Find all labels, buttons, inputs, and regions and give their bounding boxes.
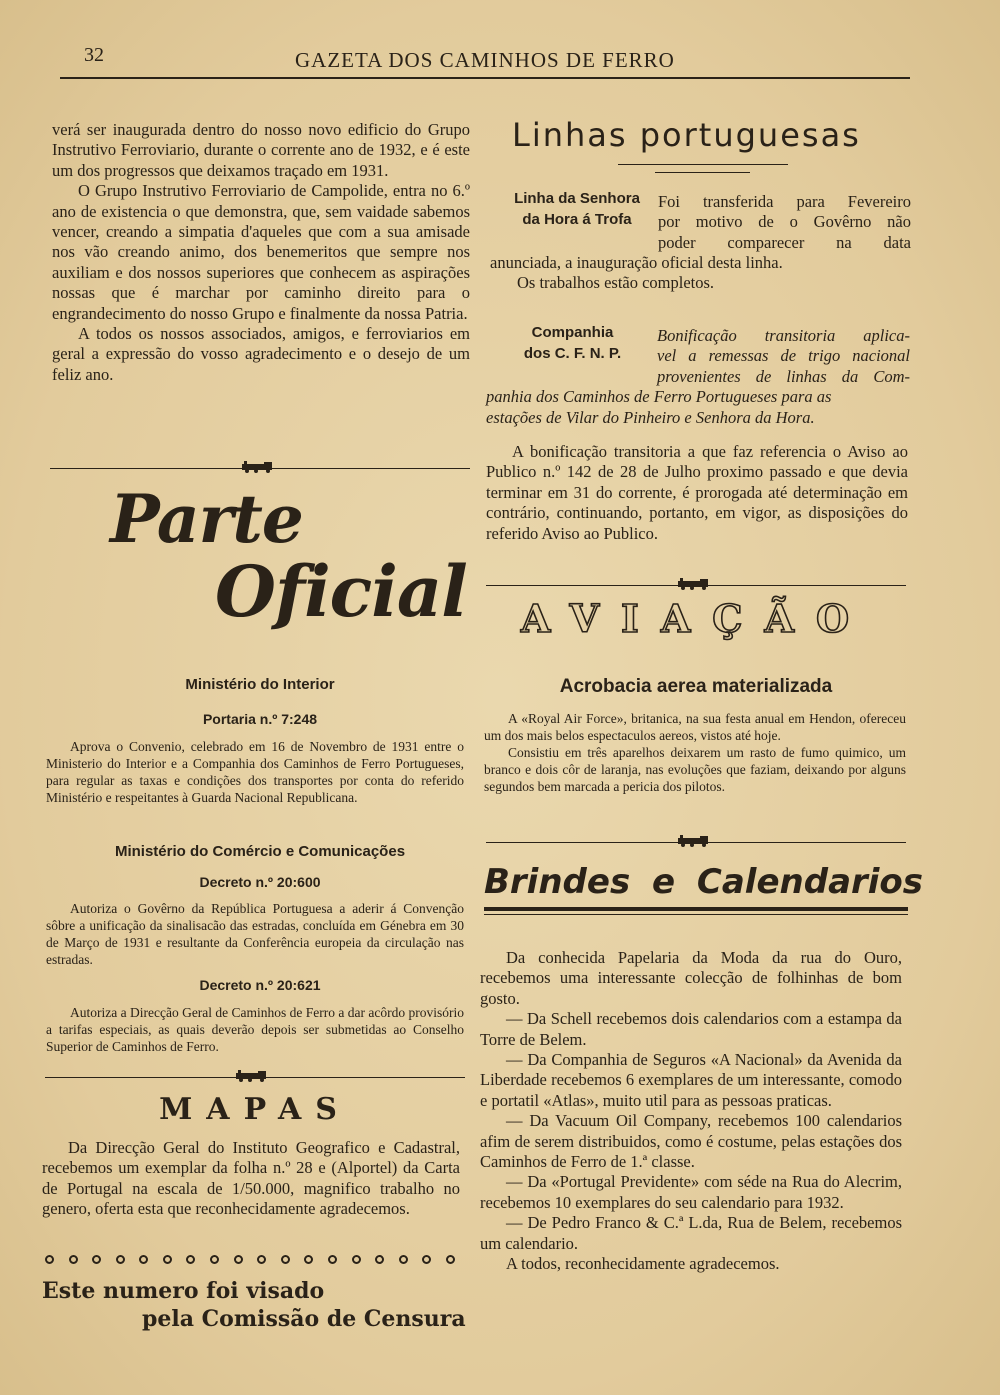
ring-ornament [328, 1255, 337, 1264]
locomotive-icon [238, 461, 278, 473]
portaria-title: Portaria n.º 7:248 [202, 711, 318, 727]
ministerio-interior-heading: Ministério do Interior [185, 676, 335, 693]
mapas-heading: MAPAS [159, 1092, 351, 1127]
decreto-20600-text: Autoriza o Govêrno da República Portuguesa a aderir á Convenção sôbre a unificação da sinalisacão das estradas, concluída em Génebra em 30 de Março de 1931 e resultante da Conferência europeia da circulação nas estradas. [46, 901, 464, 967]
brindes-paragraph: Da conhecida Papelaria da Moda da rua do Ouro, recebemos uma interessante colecção de folhinhas de bom gosto. [480, 948, 902, 1008]
cfnp-italic-line: Bonificação transitoria aplica- [657, 326, 910, 345]
brindes-paragraph: A todos, reconhecidamente agradecemos. [506, 1254, 780, 1274]
intro-paragraph: A todos os nossos associados, amigos, e ferroviarios em geral a expressão do vosso agradecimento e o desejo de um feliz ano. [52, 324, 470, 384]
heading-rule [618, 164, 788, 165]
ring-ornament [92, 1255, 101, 1264]
brindes-paragraph: — Da «Portugal Previdente» com séde na Rua do Alecrim, recebemos 10 exemplares do seu calendario para 1932. [480, 1172, 902, 1212]
cfnp-article [486, 442, 908, 544]
acrobacia-article [484, 710, 906, 795]
intro-paragraph: O Grupo Instrutivo Ferroviario de Campolide, entra no 6.º ano de existencia o que demonstra, que, sem vaidade sabemos vencer, creando a simpatia d'aqueles que com a sua amisade nos vão creando animo, dos benemeritos que sempre nos auxiliam e dos nossos superiores que conhecem as aspirações nossas que é marchar por caminho direito para o engrandecimento do nosso Grupo e finalmente da nossa Patria. [52, 181, 470, 323]
locomotive-icon [674, 578, 714, 590]
header-rule [60, 77, 910, 79]
ring-ornament [304, 1255, 313, 1264]
mapas-article [42, 1138, 460, 1220]
trofa-text-line: Os trabalhos estão completos. [517, 273, 715, 292]
acrobacia-heading: Acrobacia aerea materializada [559, 676, 833, 697]
cfnp-italic-side [657, 326, 910, 387]
linhas-portuguesas-heading: Linhas portuguesas [512, 116, 861, 154]
censura-line-2: pela Comissão de Censura [142, 1306, 466, 1332]
parte-oficial-heading-line1: Parte [110, 480, 303, 558]
decreto-20600-title: Decreto n.º 20:600 [199, 874, 321, 890]
cfnp-side-label [505, 322, 640, 364]
acrobacia-text: Consistiu em três aparelhos deixarem um rasto de fumo quimico, um branco e dois côr de laranja, nas evoluções que faziam, deixando por alguns segundos bem marcada a pericia dos pilotos. [484, 745, 906, 794]
trofa-text-line: poder comparecer na data [658, 232, 911, 252]
decreto-20600-block [46, 900, 464, 968]
ring-ornament [210, 1255, 219, 1264]
acrobacia-text: A «Royal Air Force», britanica, na sua festa anual em Hendon, ofereceu um dos mais belos espectaculos aereos, vistos até hoje. [484, 711, 906, 743]
brindes-heading: Brindes e Calendarios [484, 862, 924, 902]
decreto-20621-block [46, 1004, 464, 1055]
trofa-text-side [658, 192, 911, 253]
ornamental-divider [45, 1255, 455, 1264]
ring-ornament [139, 1255, 148, 1264]
intro-article [52, 120, 470, 385]
cfnp-italic-line: vel a remessas de trigo nacional [657, 346, 910, 366]
brindes-paragraph: — De Pedro Franco & C.ª L.da, Rua de Belem, recebemos um calendario. [480, 1213, 902, 1253]
brindes-rule-thin [484, 914, 908, 915]
portaria-text: Aprova o Convenio, celebrado em 16 de Novembro de 1931 entre o Ministerio do Interior e a Companhia dos Caminhos de Ferro Portugueses, para regular as taxas e condições dos transportes por conta do referido Ministério e respeitantes à Guarda Nacional Republicana. [46, 739, 464, 805]
ring-ornament [45, 1255, 54, 1264]
trofa-label-line: Linha da Senhora [514, 190, 640, 207]
brindes-rule-thick [484, 907, 908, 911]
intro-paragraph: verá ser inaugurada dentro do nosso novo edificio do Grupo Instrutivo Ferroviario, durante o corrente ano de 1932, e é este um dos progressos que deixamos traçado em 1931. [52, 120, 470, 180]
brindes-paragraph: — Da Vacuum Oil Company, recebemos 100 calendarios afim de serem distribuidos, como é costume, pelas estações dos Caminhos de Ferro de 1.ª classe. [480, 1111, 902, 1172]
trofa-label-line: da Hora á Trofa [522, 211, 632, 228]
ring-ornament [234, 1255, 243, 1264]
cfnp-label-line: Companhia [531, 324, 614, 341]
page-number: 32 [84, 44, 104, 66]
cfnp-text: A bonificação transitoria a que faz referencia o Aviso ao Publico n.º 142 de 28 de Julho proximo passado e que devia terminar em 31 do corrente, é prorogada até determinação em contrário, continuando, portanto, em vigor, as disposições do referido Aviso ao Publico. [486, 442, 908, 543]
ring-ornament [69, 1255, 78, 1264]
cfnp-italic-line: panhia dos Caminhos de Ferro Portugueses para as [486, 387, 832, 406]
ring-ornament [116, 1255, 125, 1264]
ring-ornament [446, 1255, 455, 1264]
locomotive-icon [674, 835, 714, 847]
brindes-paragraph: — Da Companhia de Seguros «A Nacional» da Avenida da Liberdade recebemos 6 exemplares de um interessante, comodo e portatil «Atlas», muito util para as pessoas praticas. [480, 1050, 902, 1110]
trofa-side-label [502, 188, 652, 230]
censura-line-1: Este numero foi visado [42, 1278, 325, 1304]
ring-ornament [352, 1255, 361, 1264]
cfnp-italic-line: provenientes de linhas da Com- [657, 366, 910, 386]
portaria-text-block [46, 738, 464, 806]
ring-ornament [163, 1255, 172, 1264]
mapas-text: Da Direcção Geral do Instituto Geografico e Cadastral, recebemos um exemplar da folha n.º 28 e (Alportel) da Carta de Portugal na escala de 1/50.000, magnifico trabalho no genero, oferta esta que reconhecidamente agradecemos. [42, 1138, 460, 1219]
trofa-text-line: por motivo de o Govêrno não [658, 212, 911, 232]
parte-oficial-heading-line2: Oficial [215, 550, 467, 633]
masthead-title: GAZETA DOS CAMINHOS DE FERRO [295, 48, 675, 72]
ring-ornament [399, 1255, 408, 1264]
decreto-20621-title: Decreto n.º 20:621 [199, 977, 321, 993]
ring-ornament [422, 1255, 431, 1264]
ring-ornament [257, 1255, 266, 1264]
ministerio-comercio-heading: Ministério do Comércio e Comunicações [114, 843, 406, 860]
ring-ornament [375, 1255, 384, 1264]
aviacao-heading: AVIAÇÃO [520, 596, 872, 641]
ring-ornament [281, 1255, 290, 1264]
trofa-text-line: Foi transferida para Fevereiro [658, 192, 911, 211]
decreto-20621-text: Autoriza a Direcção Geral de Caminhos de Ferro a dar acôrdo provisório a tarifas especiais, as quais deverão depois ser submetidas ao Conselho Superior de Caminhos de Ferro. [46, 1005, 464, 1054]
brindes-paragraph: — Da Schell recebemos dois calendarios com a estampa da Torre de Belem. [480, 1009, 902, 1049]
ring-ornament [186, 1255, 195, 1264]
heading-rule [655, 172, 750, 173]
cfnp-italic-line: estações de Vilar do Pinheiro e Senhora da Hora. [486, 408, 815, 427]
trofa-text-line: anunciada, a inauguração oficial desta linha. [490, 253, 783, 272]
brindes-article [480, 948, 902, 1275]
locomotive-icon [232, 1070, 272, 1082]
cfnp-label-line: dos C. F. N. P. [523, 345, 622, 362]
